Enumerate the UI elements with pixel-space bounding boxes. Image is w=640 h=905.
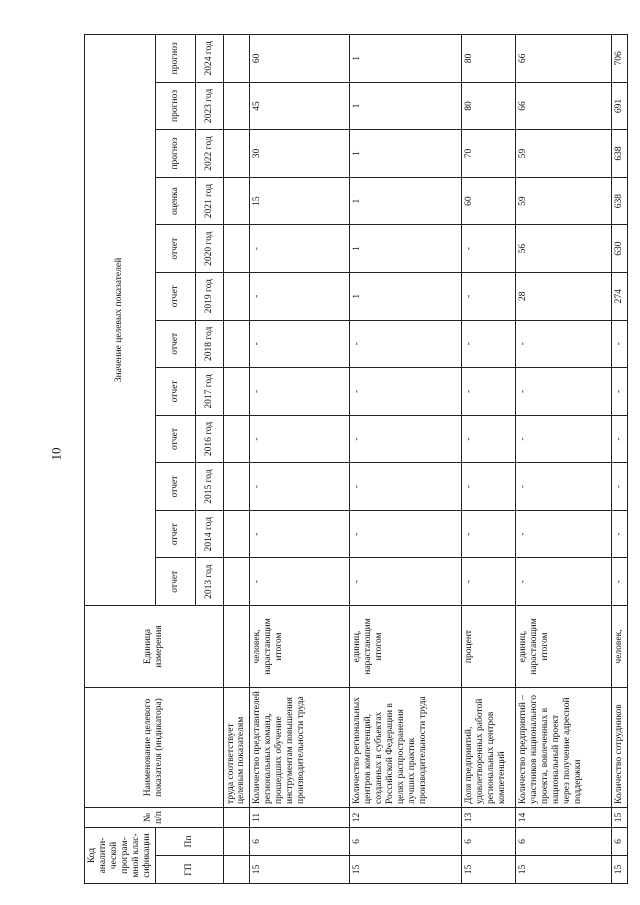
cell-value: 691 bbox=[612, 82, 628, 130]
header-year: 2022 год bbox=[195, 130, 223, 178]
cell-value: - bbox=[462, 558, 516, 606]
cell-value: 1 bbox=[350, 130, 462, 178]
cell-value: 28 bbox=[516, 272, 612, 320]
cell-gp: 15 bbox=[612, 856, 628, 884]
cell-value: 706 bbox=[612, 35, 628, 83]
cell-value: - bbox=[612, 558, 628, 606]
cell-unit: человек, bbox=[612, 606, 628, 688]
cell-gp: 15 bbox=[350, 856, 462, 884]
cell-value: - bbox=[350, 368, 462, 416]
cell-num: 11 bbox=[250, 808, 350, 828]
header-year: 2020 год bbox=[195, 225, 223, 273]
cell-value: - bbox=[516, 320, 612, 368]
cell-num: 13 bbox=[462, 808, 516, 828]
header-pp: Пп bbox=[155, 828, 223, 856]
cell-value: 1 bbox=[350, 82, 462, 130]
cell-num: 15 bbox=[612, 808, 628, 828]
cell-name: Количество представителей региональных команд, прошедших обучение инструментам повышения производительности труда bbox=[250, 688, 350, 808]
cell-value: - bbox=[250, 463, 350, 511]
cell-value: 70 bbox=[462, 130, 516, 178]
cell-value: 60 bbox=[462, 177, 516, 225]
header-kind: отчет bbox=[155, 368, 195, 416]
cell-pp: 6 bbox=[250, 828, 350, 856]
cell-value: - bbox=[516, 368, 612, 416]
page-number: 10 bbox=[48, 447, 64, 461]
cell-value: 1 bbox=[350, 177, 462, 225]
cell-name: Доля предприятий, удовлетворенных работой региональных центров компетенций bbox=[462, 688, 516, 808]
cell-value: 30 bbox=[250, 130, 350, 178]
cell-value: 80 bbox=[462, 35, 516, 83]
cell-value: 630 bbox=[612, 225, 628, 273]
cell-value: - bbox=[250, 510, 350, 558]
header-kind: отчет bbox=[155, 463, 195, 511]
cell-unit: единиц, нарастающим итогом bbox=[516, 606, 612, 688]
cell-value: - bbox=[250, 415, 350, 463]
cell-value: - bbox=[612, 320, 628, 368]
rotated-table-container bbox=[84, 34, 625, 884]
cell-value: - bbox=[250, 558, 350, 606]
cell-value: 45 bbox=[250, 82, 350, 130]
header-year: 2015 год bbox=[195, 463, 223, 511]
cell-value: - bbox=[350, 558, 462, 606]
cell-value: 56 bbox=[516, 225, 612, 273]
cell-pp: 6 bbox=[516, 828, 612, 856]
header-year: 2019 год bbox=[195, 272, 223, 320]
cell-value: - bbox=[250, 225, 350, 273]
cell-value: - bbox=[462, 320, 516, 368]
header-gp: ГП bbox=[155, 856, 223, 884]
header-kind: отчет bbox=[155, 320, 195, 368]
cell-value: 59 bbox=[516, 130, 612, 178]
cell-value: 60 bbox=[250, 35, 350, 83]
cell-value: 274 bbox=[612, 272, 628, 320]
cell-value: 59 bbox=[516, 177, 612, 225]
cell-unit: единиц, нарастающим итогом bbox=[350, 606, 462, 688]
cell-value: - bbox=[462, 415, 516, 463]
cell-value: - bbox=[516, 558, 612, 606]
header-year: 2023 год bbox=[195, 82, 223, 130]
cell-name: Количество региональных центров компетенций, созданных в субъектах Российской Федерации в целях распространения лучших практик производительности труда bbox=[350, 688, 462, 808]
cell-value: 15 bbox=[250, 177, 350, 225]
continuation-text: труда соответствует целевым показателям bbox=[223, 688, 250, 808]
cell-gp: 15 bbox=[516, 856, 612, 884]
cell-pp: 6 bbox=[462, 828, 516, 856]
cell-value: 1 bbox=[350, 272, 462, 320]
cell-gp: 15 bbox=[462, 856, 516, 884]
cell-value: 66 bbox=[516, 35, 612, 83]
cell-pp: 6 bbox=[350, 828, 462, 856]
cell-num: 12 bbox=[350, 808, 462, 828]
cell-value: - bbox=[462, 463, 516, 511]
header-kind: отчет bbox=[155, 225, 195, 273]
cell-value: - bbox=[612, 415, 628, 463]
header-kind: прогноз bbox=[155, 130, 195, 178]
cell-value: - bbox=[516, 510, 612, 558]
cell-value: 80 bbox=[462, 82, 516, 130]
table-row bbox=[516, 35, 612, 884]
cell-value: 66 bbox=[516, 82, 612, 130]
cell-num: 14 bbox=[516, 808, 612, 828]
cell-unit: процент bbox=[462, 606, 516, 688]
continuation-row bbox=[223, 35, 250, 884]
header-year: 2014 год bbox=[195, 510, 223, 558]
cell-value: - bbox=[350, 510, 462, 558]
cell-name: Количество предприятий – участников национального проекта, вовлеченных в национальный проект через получение адресной поддержки bbox=[516, 688, 612, 808]
cell-value: - bbox=[516, 463, 612, 511]
header-year: 2013 год bbox=[195, 558, 223, 606]
header-year: 2017 год bbox=[195, 368, 223, 416]
cell-value: - bbox=[350, 415, 462, 463]
cell-value: 638 bbox=[612, 177, 628, 225]
cell-value: - bbox=[350, 463, 462, 511]
header-kind: оценка bbox=[155, 177, 195, 225]
header-kind: отчет bbox=[155, 510, 195, 558]
header-year: 2021 год bbox=[195, 177, 223, 225]
cell-pp: 6 bbox=[612, 828, 628, 856]
header-unit: Единица измерения bbox=[85, 606, 224, 688]
cell-value: - bbox=[250, 320, 350, 368]
cell-value: - bbox=[462, 368, 516, 416]
cell-unit: человек, нарастающим итогом bbox=[250, 606, 350, 688]
cell-gp: 15 bbox=[250, 856, 350, 884]
header-kind: отчет bbox=[155, 415, 195, 463]
cell-value: - bbox=[350, 320, 462, 368]
header-year: 2018 год bbox=[195, 320, 223, 368]
cell-value: 638 bbox=[612, 130, 628, 178]
cell-value: - bbox=[462, 510, 516, 558]
cell-value: - bbox=[612, 368, 628, 416]
table-row bbox=[250, 35, 350, 884]
header-year: 2016 год bbox=[195, 415, 223, 463]
target-indicators-table bbox=[84, 34, 628, 884]
cell-value: - bbox=[612, 510, 628, 558]
header-num: № п/п bbox=[85, 808, 224, 828]
table-row bbox=[462, 35, 516, 884]
table-row bbox=[612, 35, 628, 884]
cell-value: - bbox=[612, 463, 628, 511]
cell-value: - bbox=[250, 272, 350, 320]
table-row bbox=[350, 35, 462, 884]
cell-value: 1 bbox=[350, 225, 462, 273]
cell-value: - bbox=[516, 415, 612, 463]
header-kind: отчет bbox=[155, 558, 195, 606]
header-kind: прогноз bbox=[155, 82, 195, 130]
cell-value: 1 bbox=[350, 35, 462, 83]
header-name: Наименование целевого показателя (индикатора) bbox=[85, 688, 224, 808]
cell-value: - bbox=[462, 225, 516, 273]
header-year: 2024 год bbox=[195, 35, 223, 83]
header-code: Код аналити-ческой програм-мной клас-сификации bbox=[85, 828, 156, 884]
cell-value: - bbox=[462, 272, 516, 320]
header-values-group: Значение целевых показателей bbox=[85, 35, 156, 606]
header-kind: прогноз bbox=[155, 35, 195, 83]
header-kind: отчет bbox=[155, 272, 195, 320]
cell-name: Количество сотрудников bbox=[612, 688, 628, 808]
cell-value: - bbox=[250, 368, 350, 416]
